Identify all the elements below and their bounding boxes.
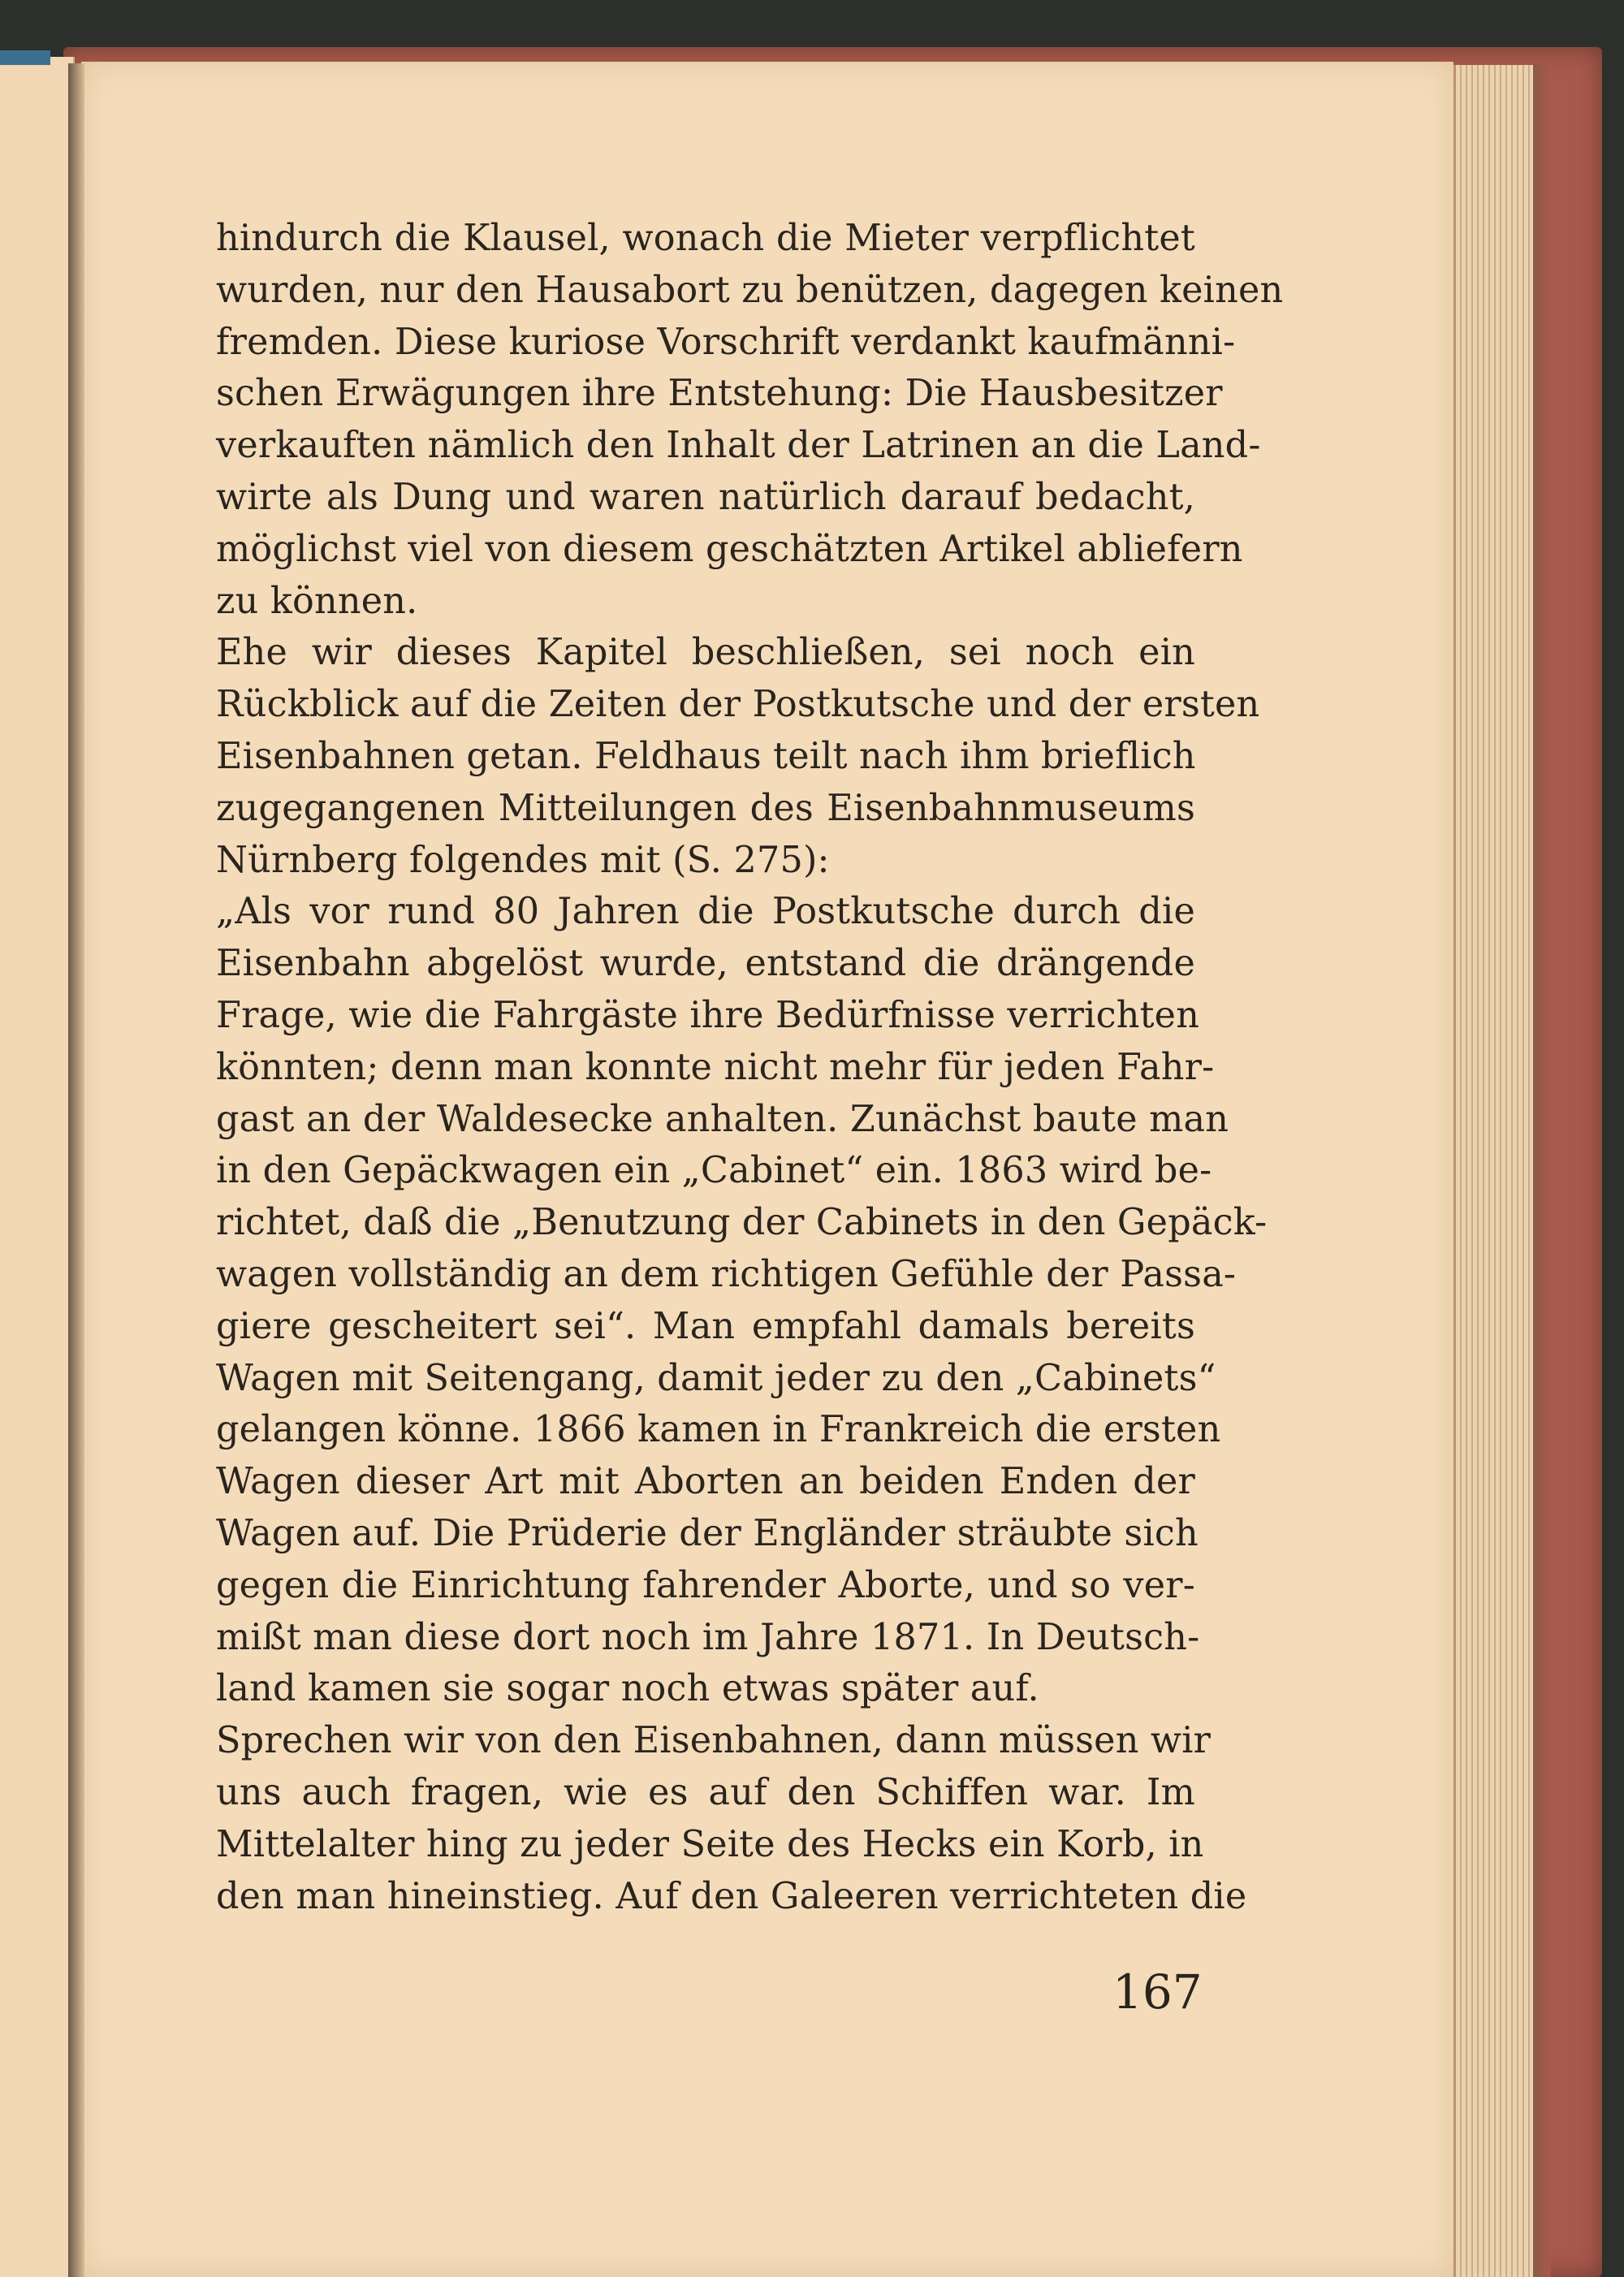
text-line: schen Erwägungen ihre Entstehung: Die Hausbesitzer xyxy=(216,373,1223,415)
text-line: zugegangenen Mitteilungen des Eisenbahnmuseums xyxy=(216,787,1195,829)
text-line: mißt man diese dort noch im Jahre 1871. In Deutsch- xyxy=(216,1616,1200,1658)
text-line: hindurch die Klausel, wonach die Mieter verpflichtet xyxy=(216,218,1195,259)
text-line: wagen vollständig an dem richtigen Gefühle der Passa- xyxy=(216,1253,1237,1295)
text-line: verkauften nämlich den Inhalt der Latrinen an die Land- xyxy=(216,425,1261,467)
text-line: Mittelalter hing zu jeder Seite des Hecks ein Korb, in xyxy=(216,1823,1204,1865)
text-line: den man hineinstieg. Auf den Galeeren verrichteten die xyxy=(216,1875,1247,1917)
text-line: in den Gepäckwagen ein „Cabinet“ ein. 1863 wird be- xyxy=(216,1150,1212,1192)
cover-edge xyxy=(1533,63,1551,2277)
page-number: 167 xyxy=(1112,1964,1203,2020)
text-line: land kamen sie sogar noch etwas später auf. xyxy=(216,1668,1039,1710)
text-line: fremden. Diese kuriose Vorschrift verdankt kaufmänni- xyxy=(216,321,1236,363)
bookmark-ribbon xyxy=(0,50,50,65)
text-line: Nürnberg folgendes mit (S. 275): xyxy=(216,839,830,881)
text-line: wirte als Dung und waren natürlich darauf bedacht, xyxy=(216,476,1195,518)
text-line: Sprechen wir von den Eisenbahnen, dann müssen wir xyxy=(216,1720,1212,1762)
previous-page-edge xyxy=(0,57,75,2277)
page-body-text xyxy=(216,213,1284,1922)
text-line: Wagen dieser Art mit Aborten an beiden Enden der xyxy=(216,1461,1195,1503)
text-line: richtet, daß die „Benutzung der Cabinets in den Gepäck- xyxy=(216,1202,1268,1244)
page-stack-edges xyxy=(1453,65,1535,2277)
text-line: Frage, wie die Fahrgäste ihre Bedürfnisse verrichten xyxy=(216,994,1200,1036)
text-line: gegen die Einrichtung fahrender Aborte, und so ver- xyxy=(216,1564,1195,1606)
text-line: wurden, nur den Hausabort zu benützen, dagegen keinen xyxy=(216,269,1284,311)
text-line: Ehe wir dieses Kapitel beschließen, sei noch ein xyxy=(216,632,1195,674)
text-line: Rückblick auf die Zeiten der Postkutsche und der ersten xyxy=(216,684,1260,726)
text-line: gelangen könne. 1866 kamen in Frankreich die ersten xyxy=(216,1409,1221,1451)
text-line: giere gescheitert sei“. Man empfahl damals bereits xyxy=(216,1305,1195,1347)
page-gutter xyxy=(68,63,84,2277)
text-line: Wagen mit Seitengang, damit jeder zu den „Cabinets“ xyxy=(216,1357,1216,1399)
text-line: Eisenbahnen getan. Feldhaus teilt nach ihm brieflich xyxy=(216,735,1196,777)
text-line: gast an der Waldesecke anhalten. Zunächst baute man xyxy=(216,1098,1229,1140)
text-line: möglichst viel von diesem geschätzten Artikel abliefern xyxy=(216,528,1243,570)
text-line: Wagen auf. Die Prüderie der Engländer sträubte sich xyxy=(216,1512,1199,1554)
text-line: Eisenbahn abgelöst wurde, entstand die drängende xyxy=(216,943,1195,985)
text-line: „Als vor rund 80 Jahren die Postkutsche durch die xyxy=(216,891,1195,933)
text-line: könnten; denn man konnte nicht mehr für jeden Fahr- xyxy=(216,1046,1215,1088)
text-line: uns auch fragen, wie es auf den Schiffen war. Im xyxy=(216,1771,1195,1813)
text-line: zu können. xyxy=(216,580,418,622)
